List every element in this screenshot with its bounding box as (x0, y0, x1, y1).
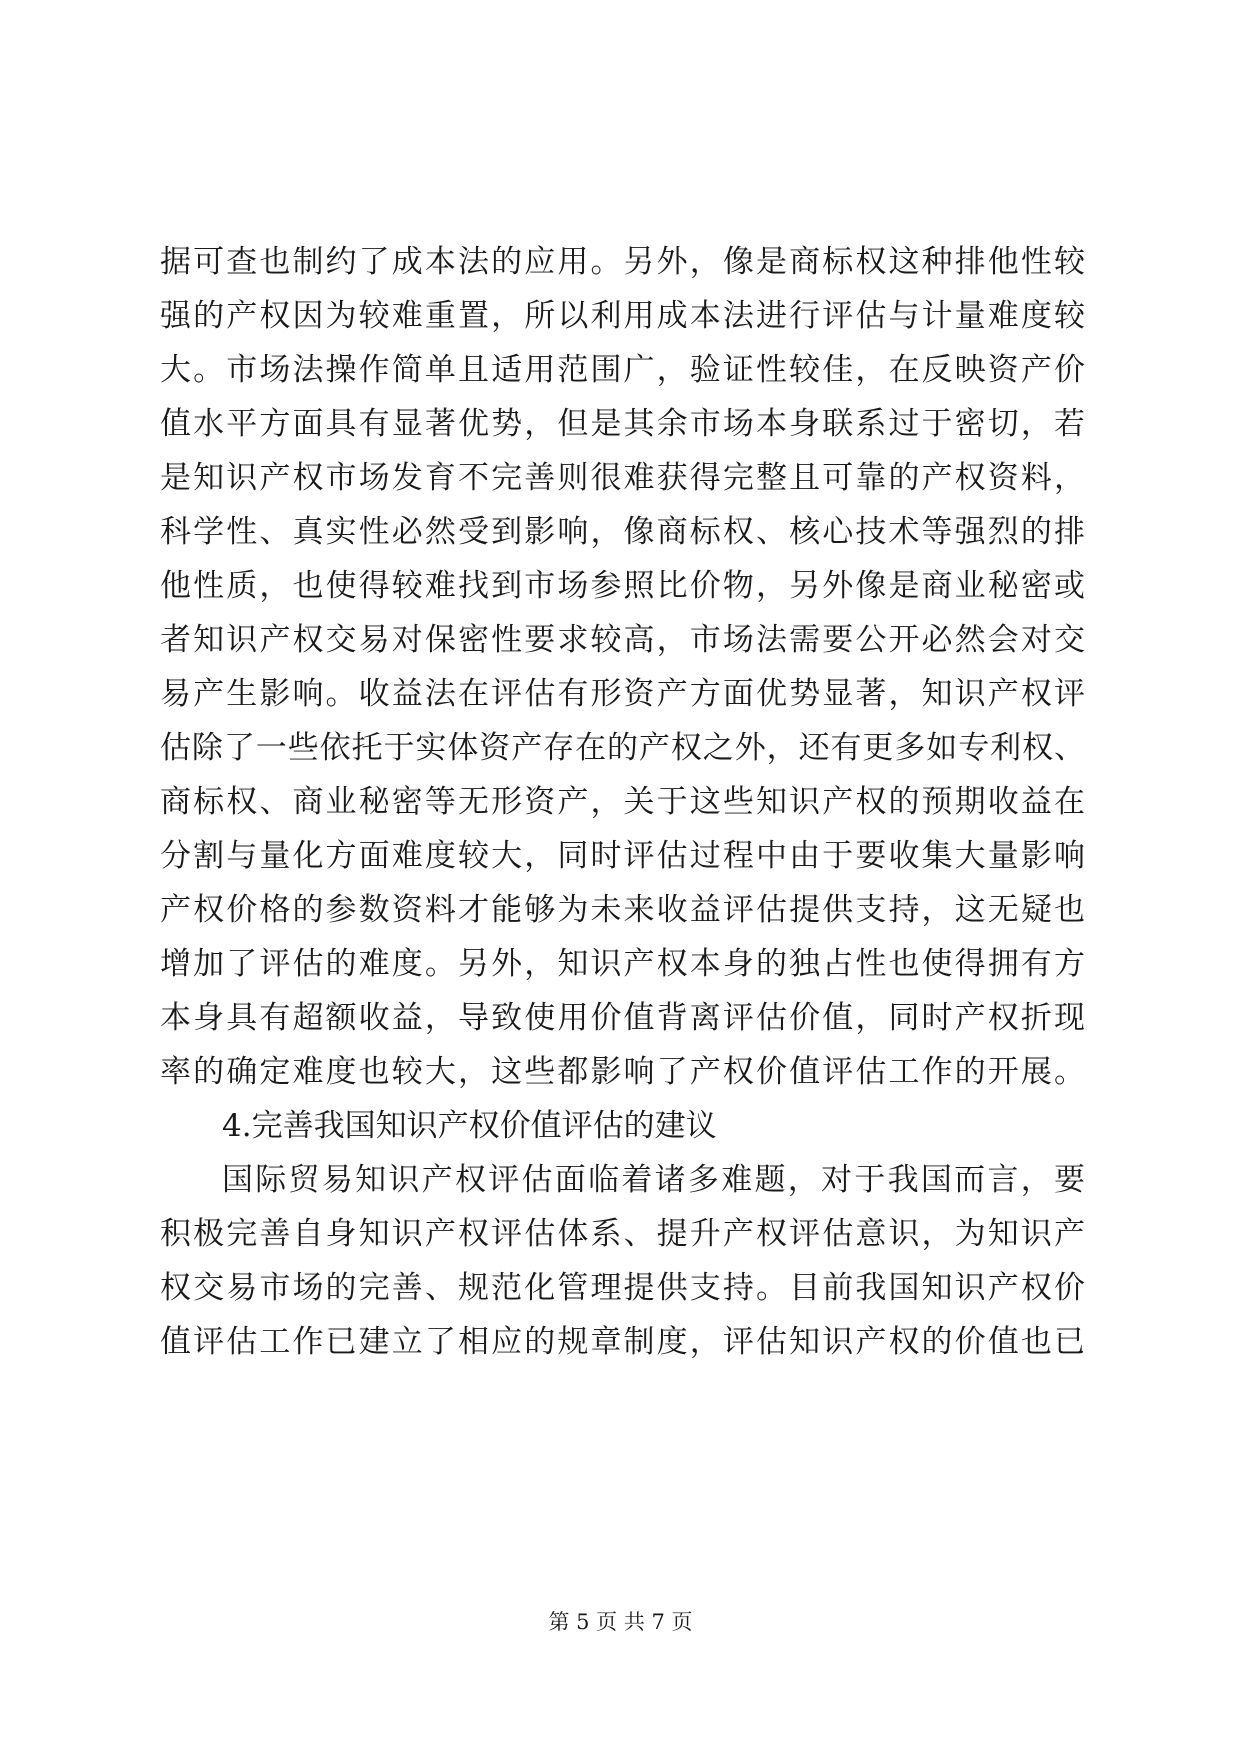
page-number-footer: 第 5 页 共 7 页 (548, 1610, 693, 1634)
text-line: 他性质，也使得较难找到市场参照比价物，另外像是商业秘密或 (160, 568, 1085, 604)
text-line: 据可查也制约了成本法的应用。另外，像是商标权这种排他性较 (160, 244, 1085, 280)
text-line: 分割与量化方面难度较大，同时评估过程中由于要收集大量影响 (160, 838, 1085, 874)
text-line: 大。市场法操作简单且适用范围广，验证性较佳，在反映资产价 (160, 352, 1085, 388)
text-line: 率的确定难度也较大，这些都影响了产权价值评估工作的开展。 (160, 1054, 1085, 1090)
text-line: 强的产权因为较难重置，所以利用成本法进行评估与计量难度较 (160, 298, 1085, 334)
text-line: 增加了评估的难度。另外，知识产权本身的独占性也使得拥有方 (160, 946, 1085, 982)
section-heading: 4.完善我国知识产权价值评估的建议 (222, 1108, 717, 1144)
text-line: 者知识产权交易对保密性要求较高，市场法需要公开必然会对交 (160, 622, 1085, 658)
text-line: 值评估工作已建立了相应的规章制度，评估知识产权的价值也已 (160, 1324, 1085, 1360)
text-line: 易产生影响。收益法在评估有形资产方面优势显著，知识产权评 (160, 676, 1085, 712)
text-line: 是知识产权市场发育不完善则很难获得完整且可靠的产权资料， (160, 460, 1085, 496)
text-line: 产权价格的参数资料才能够为未来收益评估提供支持，这无疑也 (160, 892, 1085, 928)
text-line: 国际贸易知识产权评估面临着诸多难题，对于我国而言，要 (222, 1162, 1085, 1198)
text-line: 商标权、商业秘密等无形资产，关于这些知识产权的预期收益在 (160, 784, 1085, 820)
text-line: 权交易市场的完善、规范化管理提供支持。目前我国知识产权价 (160, 1270, 1085, 1306)
text-line: 值水平方面具有显著优势，但是其余市场本身联系过于密切，若 (160, 406, 1085, 442)
text-line: 本身具有超额收益，导致使用价值背离评估价值，同时产权折现 (160, 1000, 1085, 1036)
text-line: 科学性、真实性必然受到影响，像商标权、核心技术等强烈的排 (160, 514, 1085, 550)
text-line: 积极完善自身知识产权评估体系、提升产权评估意识，为知识产 (160, 1216, 1085, 1252)
text-line: 估除了一些依托于实体资产存在的产权之外，还有更多如专利权、 (160, 730, 1085, 766)
document-body (160, 235, 1085, 1369)
